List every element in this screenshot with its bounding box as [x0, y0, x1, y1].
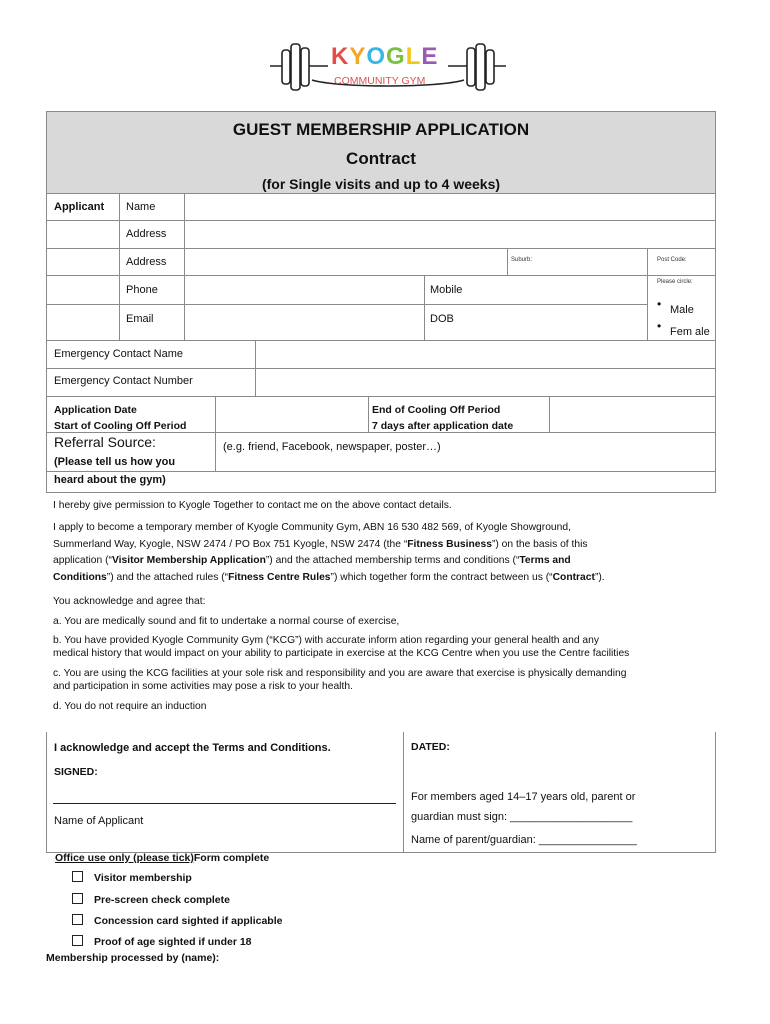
name-label: Name: [126, 201, 156, 213]
application-date-label: Application Date: [54, 404, 137, 416]
parent-name-label: Name of parent/guardian: ________________: [411, 834, 637, 846]
row-divider: [47, 368, 715, 369]
row-divider: [47, 248, 715, 249]
mobile-label: Mobile: [430, 284, 463, 296]
row-divider: [47, 275, 715, 276]
row-divider: [47, 340, 715, 341]
check-prescreen[interactable]: Pre-screen check complete: [72, 893, 230, 906]
row-divider: [47, 193, 715, 194]
clause-b: b. You have provided Kyogle Community Gym (“KCG”) with accurate inform ation regarding your general health and any medical history that would impact on your ability to participate in exercise at the KCG Centre when you use the Centre facilities: [53, 635, 630, 659]
barbell-logo-icon: [268, 36, 508, 98]
applicant-label: Applicant: [54, 201, 105, 213]
col-divider: [549, 397, 550, 432]
cooling-end-note: 7 days after application date: [372, 420, 514, 432]
col-divider: [368, 397, 369, 432]
address-label: Address: [126, 228, 167, 240]
please-circle-label: Please circle:: [657, 279, 693, 285]
referral-hint-1: (Please tell us how you: [54, 456, 176, 468]
checkbox-icon: [72, 871, 83, 882]
checkbox-icon: [72, 914, 83, 925]
clause-d: d. You do not require an induction: [53, 701, 207, 712]
processed-by-label: Membership processed by (name):: [46, 952, 220, 964]
col-divider: [647, 248, 648, 340]
minors-text-1: For members aged 14–17 years old, parent or: [411, 791, 636, 803]
signature-line[interactable]: [53, 803, 396, 804]
checkbox-icon: [72, 893, 83, 904]
clause-c: c. You are using the KCG facilities at your sole risk and responsibility and you are aware that exercise is physically demanding and participation in some activities may pose a risk to your health.: [53, 668, 627, 692]
minors-text-2: guardian must sign: ____________________: [411, 811, 633, 823]
female-bullet-icon: •: [657, 319, 662, 333]
row-divider: [47, 304, 647, 305]
permission-text: I hereby give permission to Kyogle Together to contact me on the above contact details.: [53, 500, 452, 511]
name-of-applicant-label: Name of Applicant: [54, 815, 144, 827]
row-divider: [47, 220, 715, 221]
signed-label: SIGNED:: [54, 766, 98, 778]
cooling-end-label: End of Cooling Off Period: [372, 404, 501, 416]
dated-label: DATED:: [411, 741, 450, 753]
phone-label: Phone: [126, 284, 158, 296]
checkbox-icon: [72, 935, 83, 946]
col-divider: [255, 341, 256, 396]
col-divider: [424, 276, 425, 340]
col-divider: [215, 397, 216, 471]
form-note: (for Single visits and up to 4 weeks): [261, 176, 501, 192]
clause-a: a. You are medically sound and fit to undertake a normal course of exercise,: [53, 616, 400, 627]
row-divider: [47, 396, 715, 397]
check-proof-of-age[interactable]: Proof of age sighted if under 18: [72, 935, 252, 948]
col-divider: [119, 194, 120, 340]
svg-text:KYOGLE: KYOGLE: [331, 43, 439, 70]
email-label: Email: [126, 313, 154, 325]
female-option[interactable]: Fem ale: [670, 326, 710, 338]
dob-label: DOB: [430, 313, 454, 325]
suburb-label: Suburb:: [511, 257, 533, 263]
col-divider: [507, 248, 508, 275]
acknowledge-text: You acknowledge and agree that:: [53, 596, 206, 607]
emergency-name-label: Emergency Contact Name: [54, 348, 183, 360]
male-bullet-icon: •: [657, 297, 662, 311]
logo-letter-k: K: [331, 43, 350, 70]
row-divider: [47, 471, 715, 472]
referral-example: (e.g. friend, Facebook, newspaper, poster…): [223, 441, 441, 453]
logo-subtitle: COMMUNITY GYM: [334, 75, 426, 87]
referral-hint-2: heard about the gym): [54, 474, 166, 486]
sign-box-divider: [403, 732, 404, 853]
apply-paragraph: I apply to become a temporary member of Kyogle Community Gym, ABN 16 530 482 569, of Kyogle Showground, Summerland Way, Kyogle, NSW 2474 / PO Box 751 Kyogle, NSW 2474 (the “Fitness Business”) on the basis of this application (“Visitor Membership Application”) and the attached membership terms and conditions (“Terms and Conditions”) and the attached rules (“Fitness Centre Rules”) which together form the contract between us (“Contract”).: [53, 522, 605, 583]
row-divider: [47, 432, 715, 433]
address-label-2: Address: [126, 256, 167, 268]
form-subtitle: Contract: [346, 149, 416, 168]
form-title: GUEST MEMBERSHIP APPLICATION: [232, 120, 530, 139]
kyogle-logo: [268, 36, 508, 98]
cooling-start-label: Start of Cooling Off Period: [54, 420, 187, 432]
postcode-label: Post Code:: [657, 257, 687, 263]
emergency-number-label: Emergency Contact Number: [54, 375, 193, 387]
accept-terms-text: I acknowledge and accept the Terms and Conditions.: [54, 742, 331, 754]
col-divider: [184, 194, 185, 340]
sign-box-left-border: [46, 732, 47, 853]
check-visitor-membership[interactable]: Visitor membership: [72, 871, 192, 884]
check-concession[interactable]: Concession card sighted if applicable: [72, 914, 282, 927]
office-use-heading: Office use only (please tick)Form complete: [55, 852, 270, 864]
referral-label: Referral Source:: [54, 434, 156, 450]
sign-box-right-border: [715, 732, 716, 853]
male-option[interactable]: Male: [670, 304, 694, 316]
